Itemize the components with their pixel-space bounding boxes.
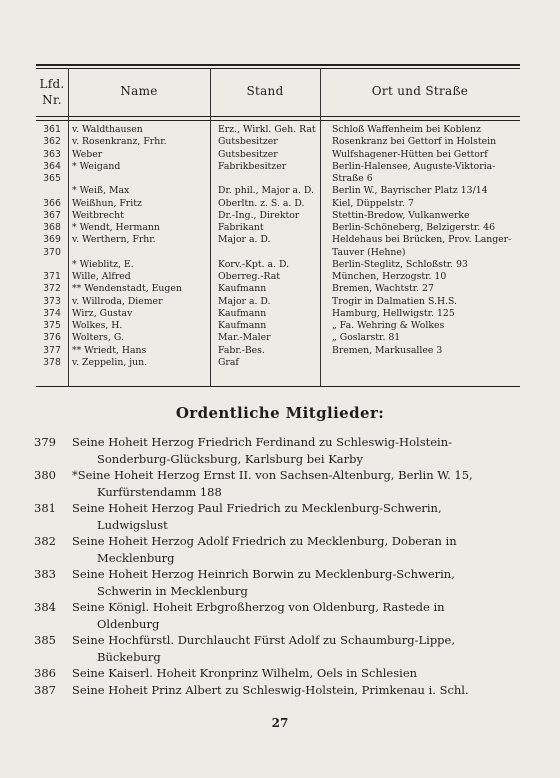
regular-members-list [34,434,526,698]
row-name: v. Rosenkranz, Frhr. [72,136,167,148]
row-number: 373 [43,295,61,307]
list-item [34,467,526,500]
row-number: 378 [43,356,61,368]
row-number: 367 [43,209,61,221]
member-number: 384 [34,600,56,614]
row-name: * Wendt, Hermann [72,222,160,233]
row-ort: Bremen, Markusallee 3 [332,344,443,356]
row-name: ** Wriedt, Hans [72,344,147,356]
row-number: 376 [43,332,61,344]
row-number: 370 [43,246,61,258]
row-number: 366 [43,197,61,209]
member-line-continued: Mecklenburg [97,550,175,565]
table-row [36,222,532,234]
header-ort: Ort und Straße [371,84,469,98]
row-stand: Kaufmann [218,283,267,295]
row-stand: Erz., Wirkl. Geh. Rat [218,124,316,135]
member-line: Seine Kaiserl. Hoheit Kronprinz Wilhelm, Oels in Schlesien [72,666,418,680]
table-row [36,271,532,283]
row-ort: Hamburg, Hellwigstr. 125 [332,307,455,319]
list-item [34,500,526,533]
row-ort: Straße 6 [332,173,373,184]
member-line: Seine Hoheit Herzog Friedrich Ferdinand zu Schleswig-Holstein- [72,435,452,449]
row-stand: Oberltn. z. S. a. D. [218,197,305,209]
list-item [34,665,526,682]
row-ort: Berlin W., Bayrischer Platz 13/14 [332,185,488,197]
row-stand: Major a. D. [218,295,271,307]
member-line: Seine Hoheit Prinz Albert zu Schleswig-Holstein, Primkenau i. Schl. [72,682,469,697]
table-row [36,185,532,197]
row-name [68,247,214,259]
row-number: 371 [43,271,61,282]
header-lfd-nr [36,76,68,108]
row-stand: Major a. D. [218,234,271,246]
member-line: Seine Hoheit Herzog Paul Friedrich zu Mecklenburg-Schwerin, [72,501,442,515]
row-ort: Stettin-Bredow, Vulkanwerke [332,209,470,221]
row-stand: Korv.-Kpt. a. D. [218,258,290,270]
table-row [36,283,532,295]
table-row [36,247,532,259]
table-top-rule-thin [36,68,520,69]
header-stand: Stand [246,84,284,98]
row-name: Wille, Alfred [72,271,131,282]
list-item [34,632,526,665]
row-name: v. Willroda, Diemer [72,295,163,307]
row-name: Weitbrecht [72,209,124,221]
row-stand: Fabr.-Bes. [218,344,265,356]
member-number: 386 [34,666,56,680]
row-ort: München, Herzogstr. 10 [332,271,447,282]
row-number [36,259,68,271]
member-number: 380 [34,468,56,482]
row-stand: Fabrikbesitzer [218,160,287,172]
row-stand: Dr. phil., Major a. D. [218,185,315,197]
table-row [36,259,532,271]
table-row [36,320,532,332]
table-row [36,210,532,222]
row-name: Weißhun, Fritz [72,197,142,209]
row-number: 365 [43,173,61,184]
member-line: Seine Hochfürstl. Durchlaucht Fürst Adolf zu Schaumburg-Lippe, [72,633,456,647]
row-name: ** Wendenstadt, Eugen [72,283,182,295]
table-row [36,173,532,185]
table-row [36,345,532,357]
row-stand [214,173,328,185]
row-number: 361 [43,124,61,135]
table-row [36,136,532,148]
row-stand [214,247,328,259]
row-name: * Weigand [72,160,121,172]
row-stand: Oberreg.-Rat [218,271,281,282]
row-name: * Wieblitz, E. [72,258,134,270]
row-ort: Wulfshagener-Hütten bei Gettorf [332,148,488,160]
row-stand: Dr.-Ing., Direktor [218,209,300,221]
row-ort: Trogir in Dalmatien S.H.S. [332,295,458,307]
list-item [34,434,526,467]
list-item [34,599,526,632]
row-number: 375 [43,320,61,331]
row-name: Weber [72,148,103,160]
row-ort: Berlin-Steglitz, Schloßstr. 93 [332,258,468,270]
member-line-continued: Schwerin in Mecklenburg [97,583,248,598]
list-item [34,566,526,599]
member-number: 382 [34,534,56,548]
row-ort: Berlin-Schöneberg, Belzigerstr. 46 [332,222,496,233]
header-lfd-line2: Nr. [42,93,62,107]
row-number: 377 [43,344,61,356]
header-bottom-rule [36,116,520,117]
row-stand: Mar.-Maler [218,332,271,344]
row-stand: Kaufmann [218,307,267,319]
table-row [36,124,532,136]
table-top-rule [36,64,520,66]
member-line: Seine Königl. Hoheit Erbgroßherzog von Oldenburg, Rastede in [72,600,445,614]
row-stand: Gutsbesitzer [218,136,278,148]
page-number: 27 [271,716,289,730]
row-ort: „ Goslarstr. 81 [332,332,401,344]
row-number: 363 [43,148,61,160]
list-item [34,682,526,699]
row-number: 369 [43,234,61,246]
header-name: Name [120,84,158,98]
row-number [36,185,68,197]
member-line-continued: Ludwigslust [97,517,168,532]
row-name: * Weiß, Max [72,185,130,197]
member-line-continued: Sonderburg-Glücksburg, Karlsburg bei Karby [97,451,364,466]
table-row [36,332,532,344]
row-name: Wirz, Gustav [72,307,133,319]
section-heading: Ordentliche Mitglieder: [175,404,385,422]
row-number: 374 [43,307,61,319]
row-stand: Kaufmann [218,320,267,331]
row-stand: Fabrikant [218,222,264,233]
row-name: Wolters, G. [72,332,124,344]
member-line: *Seine Hoheit Herzog Ernst II. von Sachsen-Altenburg, Berlin W. 15, [72,468,473,482]
member-number: 387 [34,682,56,697]
row-ort: „ Fa. Wehring & Wolkes [332,320,445,331]
member-number: 381 [34,501,56,515]
row-stand: Graf [218,356,239,368]
table-row [36,161,532,173]
member-line: Seine Hoheit Herzog Adolf Friedrich zu Mecklenburg, Doberan in [72,534,457,548]
row-name [68,173,214,185]
row-number: 372 [43,283,61,295]
row-ort: Schloß Waffenheim bei Koblenz [332,124,481,135]
member-line-continued: Bückeburg [97,649,161,664]
table-row [36,357,532,369]
member-line-continued: Oldenburg [97,616,160,631]
row-ort: Heldehaus bei Brücken, Prov. Langer- [332,234,512,246]
row-name: v. Zeppelin, jun. [72,356,148,368]
table-row [36,234,532,246]
row-ort: Berlin-Halensee, Auguste-Viktoria- [332,160,496,172]
row-name: v. Waldthausen [72,124,143,135]
row-ort: Kiel, Düppelstr. 7 [332,197,414,209]
row-number: 364 [43,160,61,172]
table-row [36,296,532,308]
members-table [36,124,532,369]
row-ort: Rosenkranz bei Gettorf in Holstein [332,136,497,148]
row-ort [328,357,532,369]
row-name: v. Werthern, Frhr. [72,234,156,246]
row-stand: Gutsbesitzer [218,148,278,160]
row-ort: Bremen, Wachtstr. 27 [332,283,434,295]
table-row [36,198,532,210]
row-ort: Tauver (Hehne) [332,246,406,258]
member-number: 379 [34,435,56,449]
member-line: Seine Hoheit Herzog Heinrich Borwin zu Mecklenburg-Schwerin, [72,567,455,581]
table-row [36,308,532,320]
member-number: 385 [34,633,56,647]
row-number: 362 [43,136,61,148]
header-lfd-line1: Lfd. [39,77,65,91]
list-item [34,533,526,566]
row-name: Wolkes, H. [72,320,123,331]
row-number: 368 [43,222,61,233]
member-line-continued: Kurfürstendamm 188 [97,484,222,499]
table-row [36,149,532,161]
table-bottom-rule [36,386,520,387]
member-number: 383 [34,567,56,581]
header-bottom-rule-2 [36,120,520,121]
